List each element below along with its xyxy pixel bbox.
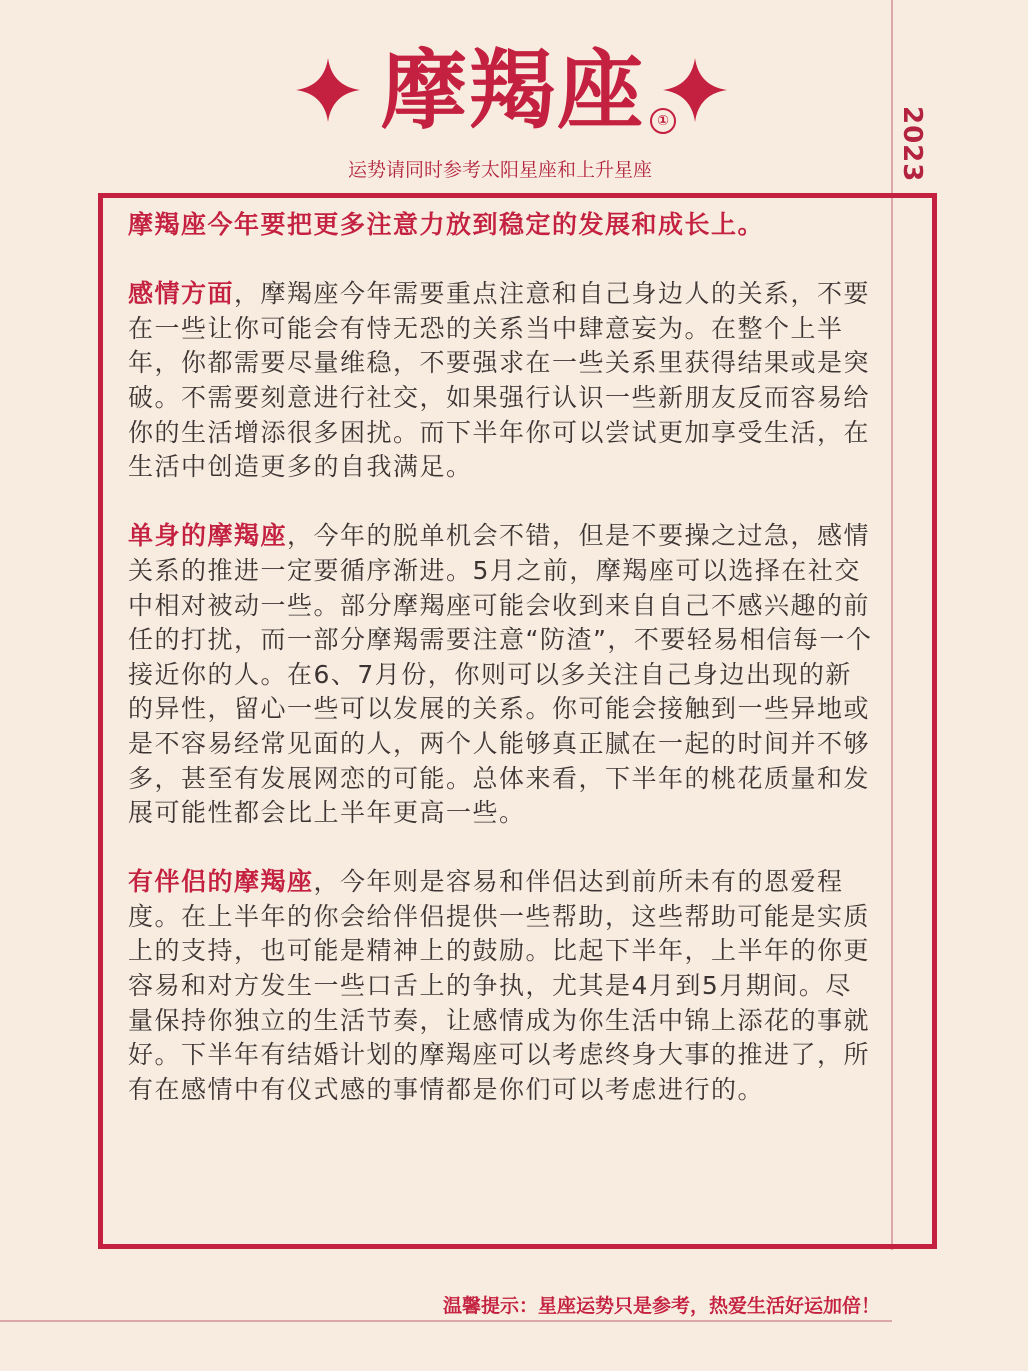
section-heading: 感情方面 [128, 279, 235, 309]
four-point-star-icon [294, 56, 362, 124]
year-label: 2023 [897, 106, 927, 183]
four-point-star-icon [661, 56, 729, 124]
page-number-badge: ① [650, 108, 676, 134]
footer-tip: 温馨提示：星座运势只是参考，热爱生活好运加倍！ [442, 1295, 880, 1317]
section-heading: 有伴侣的摩羯座 [128, 867, 314, 897]
page-header [0, 36, 1028, 146]
page-title: 摩羯座 [381, 41, 645, 141]
section-text: ，今年则是容易和伴侣达到前所未有的恩爱程度。在上半年的你会给伴侣提供一些帮助，这些帮助可能是实质上的支持，也可能是精神上的鼓励。比起下半年，上半年的你更容易和对方发生一些口舌上的争执，尤其是4月到5月期间。尽量保持你独立的生活节奏，让感情成为你生活中锦上添花的事就好。下半年有结婚计划的摩羯座可以考虑终身大事的推进了，所有在感情中有仪式感的事情都是你们可以考虑进行的。 [128, 867, 871, 1104]
section-text: ，摩羯座今年需要重点注意和自己身边人的关系，不要在一些让你可能会有恃无恐的关系当中肆意妄为。在整个上半年，你都需要尽量维稳，不要强求在一些关系里获得结果或是突破。不需要刻意进行社交，如果强行认识一些新朋友反而容易给你的生活增添很多困扰。而下半年你可以尝试更加享受生活，在生活中创造更多的自我满足。 [128, 279, 871, 482]
section-love [128, 277, 878, 485]
horoscope-body [128, 208, 878, 1142]
subtitle: 运势请同时参考太阳星座和上升星座 [347, 159, 652, 181]
lead-sentence: 摩羯座今年要把更多注意力放到稳定的发展和成长上。 [128, 210, 765, 239]
section-heading: 单身的摩羯座 [128, 521, 288, 551]
section-single [128, 519, 878, 830]
horizontal-rule [0, 1320, 892, 1322]
section-text: ，今年的脱单机会不错，但是不要操之过急，感情关系的推进一定要循序渐进。5月之前，摩羯座可以选择在社交中相对被动一些。部分摩羯座可能会收到来自自己不感兴趣的前任的打扰，而一部分摩羯需要注意“防渣”，不要轻易相信每一个接近你的人。在6、7月份，你则可以多关注自己身边出现的新的异性，留心一些可以发展的关系。你可能会接触到一些异地或是不容易经常见面的人，两个人能够真正腻在一起的时间并不够多，甚至有发展网恋的可能。总体来看，下半年的桃花质量和发展可能性都会比上半年更高一些。 [128, 521, 873, 828]
section-partnered [128, 865, 878, 1107]
